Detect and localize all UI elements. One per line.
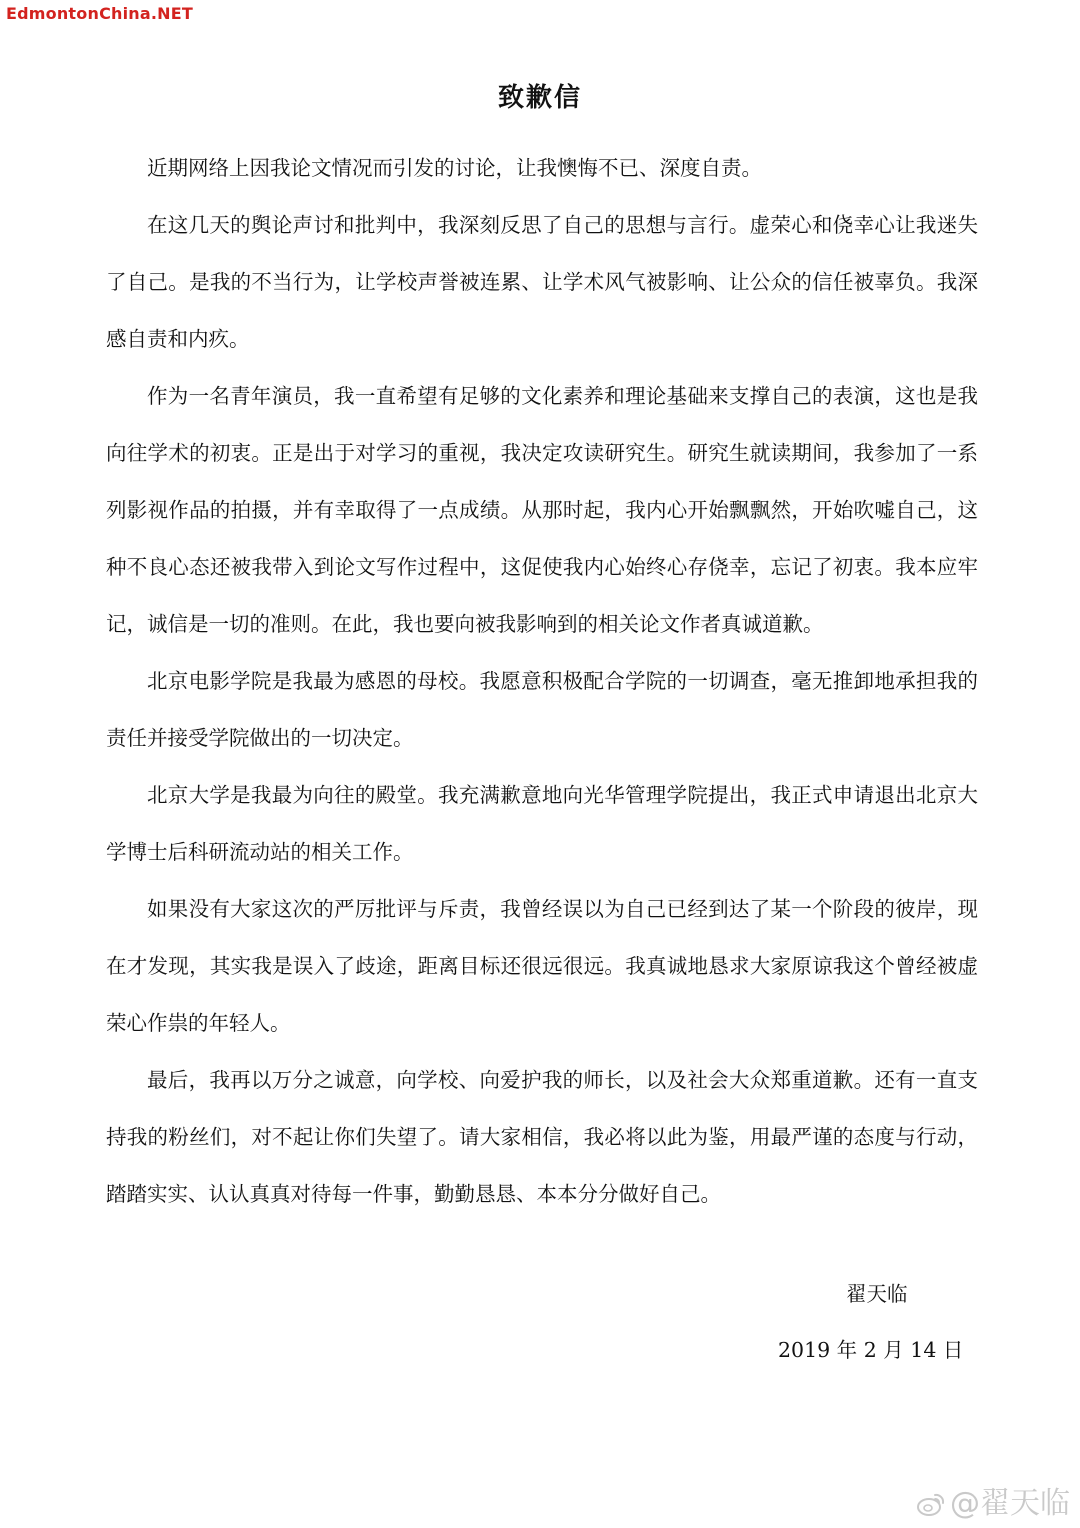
letter-title: 致歉信	[497, 83, 582, 113]
paragraph-1: 近期网络上因我论文情况而引发的讨论，让我懊悔不已、深度自责。	[147, 156, 762, 180]
letter-date: 2019 年 2 月 14 日	[778, 1338, 964, 1362]
paragraph-6: 如果没有大家这次的严厉批评与斥责，我曾经误以为自己已经到达了某一个阶段的彼岸，现在才发现，其实我是误入了歧途，距离目标还很远很远。我真诚地恳求大家原谅我这个曾经被虚荣心作祟的年轻人。	[106, 897, 978, 1035]
weibo-watermark	[916, 1486, 1070, 1522]
paragraph-7: 最后，我再以万分之诚意，向学校、向爱护我的师长，以及社会大众郑重道歉。还有一直支持我的粉丝们，对不起让你们失望了。请大家相信，我必将以此为鉴，用最严谨的态度与行动，踏踏实实、认认真真对待每一件事，勤勤恳恳、本本分分做好自己。	[106, 1068, 978, 1206]
letter-body	[106, 140, 978, 1223]
paragraph-5: 北京大学是我最为向往的殿堂。我充满歉意地向光华管理学院提出，我正式申请退出北京大学博士后科研流动站的相关工作。	[106, 783, 978, 864]
signature: 翟天临	[846, 1282, 908, 1306]
weibo-watermark-text: @翟天临	[950, 1486, 1070, 1521]
paragraph-3: 作为一名青年演员，我一直希望有足够的文化素养和理论基础来支撑自己的表演，这也是我向往学术的初衷。正是出于对学习的重视，我决定攻读研究生。研究生就读期间，我参加了一系列影视作品的拍摄，并有幸取得了一点成绩。从那时起，我内心开始飘飘然，开始吹嘘自己，这种不良心态还被我带入到论文写作过程中，这促使我内心始终心存侥幸，忘记了初衷。我本应牢记，诚信是一切的准则。在此，我也要向被我影响到的相关论文作者真诚道歉。	[106, 384, 978, 636]
source-watermark: EdmontonChina.NET	[6, 4, 193, 23]
paragraph-2: 在这几天的舆论声讨和批判中，我深刻反思了自己的思想与言行。虚荣心和侥幸心让我迷失了自己。是我的不当行为，让学校声誉被连累、让学术风气被影响、让公众的信任被辜负。我深感自责和内疚。	[106, 213, 978, 351]
weibo-logo-icon	[916, 1491, 946, 1517]
paragraph-4: 北京电影学院是我最为感恩的母校。我愿意积极配合学院的一切调查，毫无推卸地承担我的责任并接受学院做出的一切决定。	[106, 669, 978, 750]
